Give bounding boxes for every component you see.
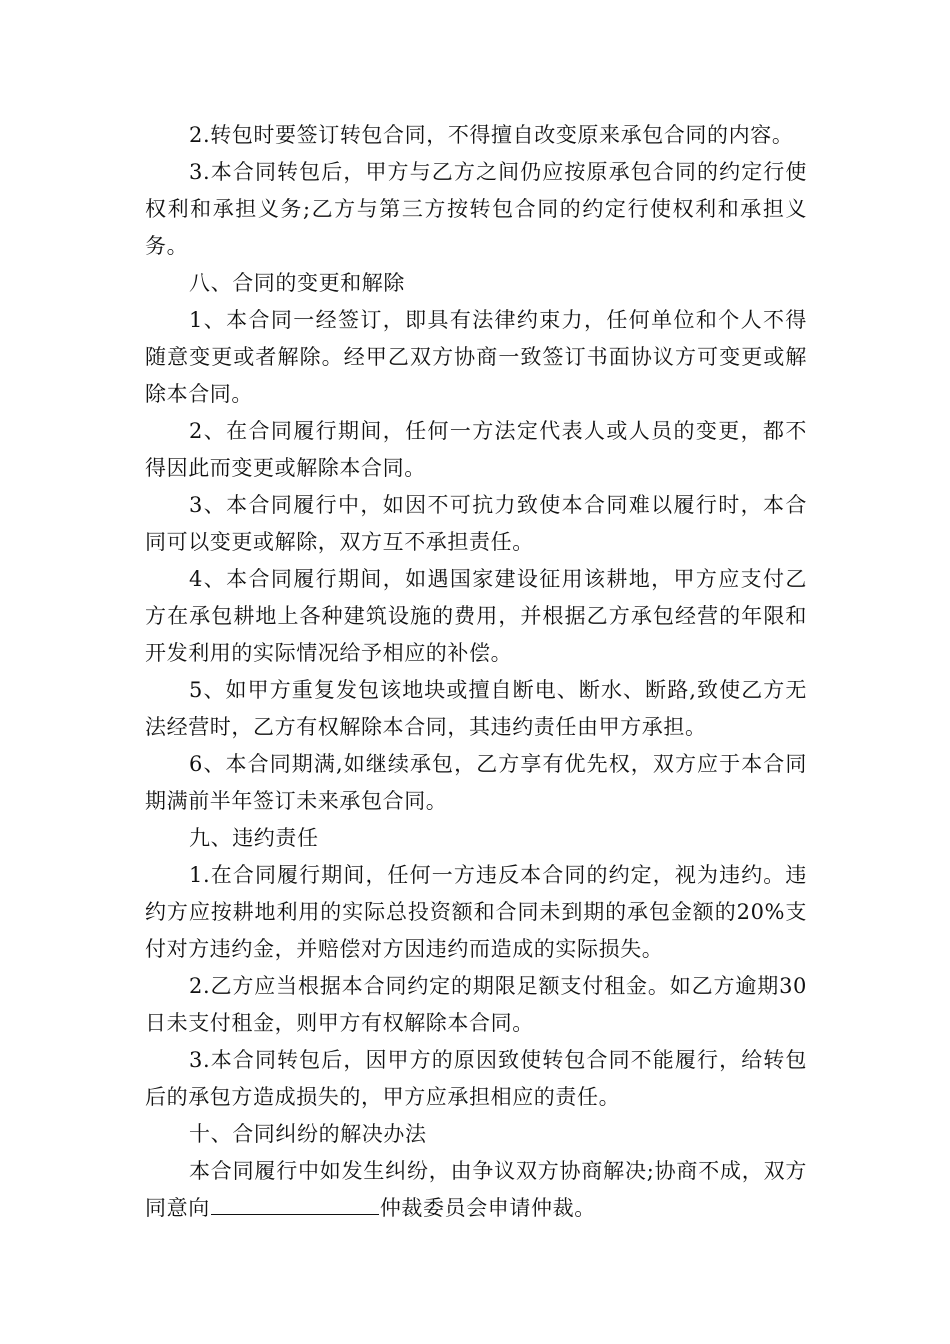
paragraph-breach-penalty: 1.在合同履行期间，任何一方违反本合同的约定，视为违约。违约方应按耕地利用的实际总投资额和合同未到期的承包金额的20%支付对方违约金，并赔偿对方因违约而造成的实际损失。 xyxy=(145,863,807,961)
paragraph-subcontract-obligations: 3.本合同转包后，甲方与乙方之间仍应按原承包合同的约定行使权利和承担义务;乙方与第三方按转包合同的约定行使权利和承担义务。 xyxy=(145,160,807,258)
paragraph-rent-payment: 2.乙方应当根据本合同约定的期限足额支付租金。如乙方逾期30日未支付租金，则甲方有权解除本合同。 xyxy=(145,974,807,1035)
document-body xyxy=(145,117,807,1227)
paragraph-land-requisition: 4、本合同履行期间，如遇国家建设征用该耕地，甲方应支付乙方在承包耕地上各种建筑设施的费用，并根据乙方承包经营的年限和开发利用的实际情况给予相应的补偿。 xyxy=(145,567,807,665)
paragraph-force-majeure: 3、本合同履行中，如因不可抗力致使本合同难以履行时，本合同可以变更或解除，双方互不承担责任。 xyxy=(145,493,807,554)
paragraph-binding-force: 1、本合同一经签订，即具有法律约束力，任何单位和个人不得随意变更或者解除。经甲乙双方协商一致签订书面协议方可变更或解除本合同。 xyxy=(145,308,807,406)
paragraph-renewal-priority: 6、本合同期满,如继续承包，乙方享有优先权，双方应于本合同期满前半年签订未来承包合同。 xyxy=(145,752,807,813)
arbitration-text-before: 本合同履行中如发生纠纷，由争议双方协商解决;协商不成，双方同意向 xyxy=(145,1159,807,1220)
paragraph-arbitration xyxy=(145,1153,807,1227)
section-heading-change-termination: 八、合同的变更和解除 xyxy=(189,271,405,295)
arbitration-text-after: 仲裁委员会申请仲裁。 xyxy=(379,1196,596,1220)
paragraph-subcontract-signing: 2.转包时要签订转包合同，不得擅自改变原来承包合同的内容。 xyxy=(189,123,794,147)
section-heading-breach-liability: 九、违约责任 xyxy=(189,826,319,850)
section-heading-dispute-resolution: 十、合同纠纷的解决办法 xyxy=(189,1122,427,1146)
paragraph-duplicate-lease: 5、如甲方重复发包该地块或擅自断电、断水、断路,致使乙方无法经营时，乙方有权解除本合同，其违约责任由甲方承担。 xyxy=(145,678,807,739)
paragraph-subcontract-loss: 3.本合同转包后，因甲方的原因致使转包合同不能履行，给转包后的承包方造成损失的，甲方应承担相应的责任。 xyxy=(145,1048,807,1109)
arbitration-blank-line[interactable] xyxy=(211,1192,379,1215)
paragraph-representative-change: 2、在合同履行期间，任何一方法定代表人或人员的变更，都不得因此而变更或解除本合同。 xyxy=(145,419,807,480)
